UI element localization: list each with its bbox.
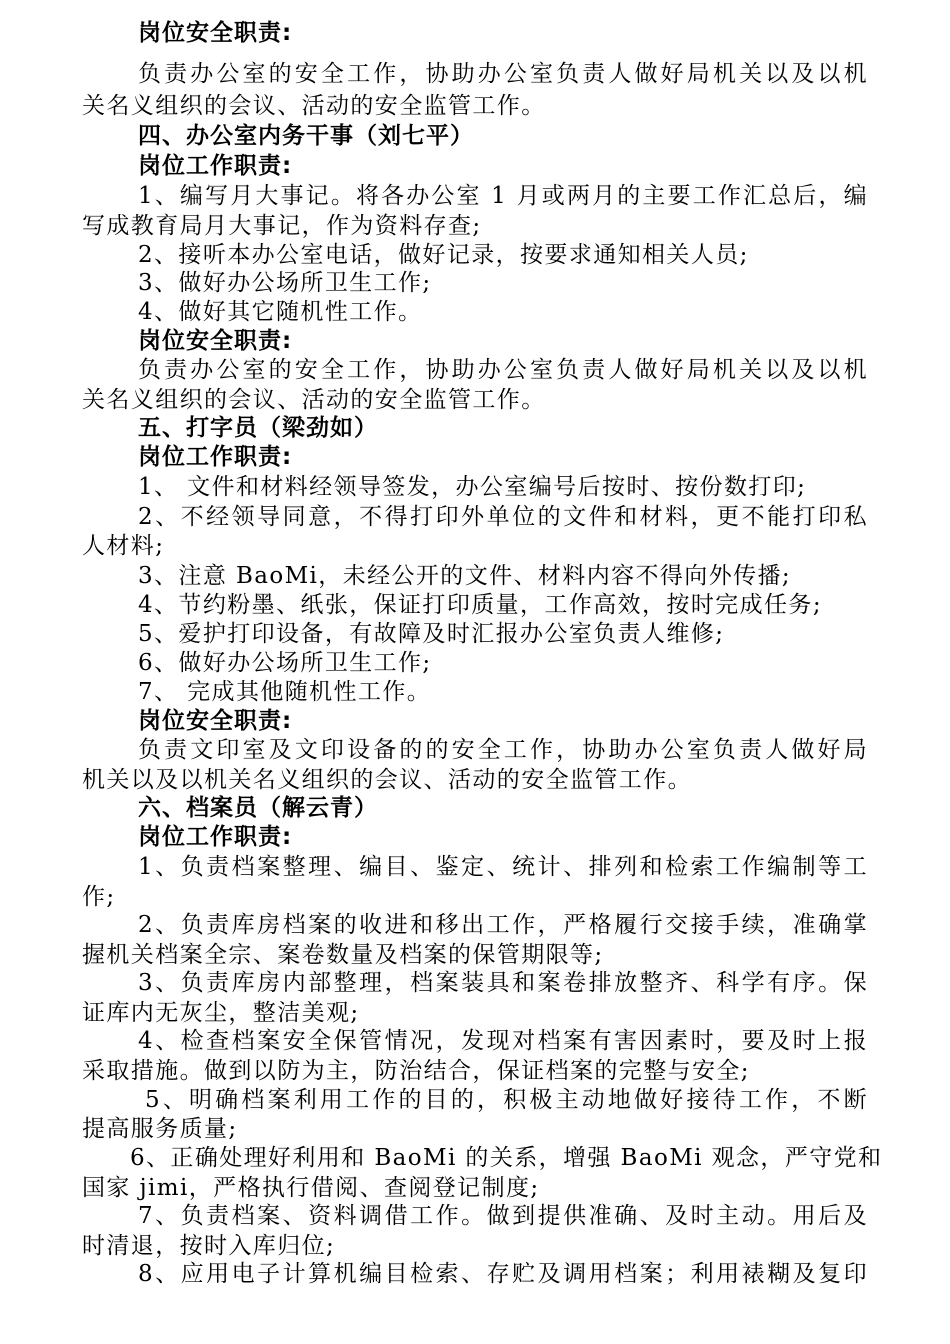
paragraph-line: 写成教育局月大事记，作为资料存查; [82,213,482,239]
paragraph-line: 7、负责档案、资料调借工作。做到提供准确、及时主动。用后及 [138,1203,868,1229]
paragraph-line: 机关以及以机关名义组织的会议、活动的安全监管工作。 [82,767,692,793]
section-heading: 岗位安全职责: [138,328,293,354]
paragraph-line: 6、做好办公场所卫生工作; [138,650,432,676]
paragraph-line: 时清退，按时入库归位; [82,1233,336,1259]
section-heading: 岗位工作职责: [138,444,293,470]
paragraph-line: 3、注意 BaoMi，未经公开的文件、材料内容不得向外传播; [138,563,792,589]
section-heading: 六、档案员（解云青） [138,795,378,821]
paragraph-line: 关名义组织的会议、活动的安全监管工作。 [82,387,546,413]
section-heading: 岗位工作职责: [138,824,293,850]
paragraph-line: 4、节约粉墨、纸张，保证打印质量，工作高效，按时完成任务; [138,592,822,618]
section-heading: 四、办公室内务干事（刘七平） [138,123,474,149]
paragraph-line: 1、负责档案整理、编目、鉴定、统计、排列和检索工作编制等工 [138,854,868,880]
paragraph-line: 6、正确处理好利用和 BaoMi 的关系，增强 BaoMi 观念，严守党和 [130,1145,883,1171]
paragraph-line: 负责文印室及文印设备的的安全工作，协助办公室负责人做好局 [138,737,868,763]
paragraph-line: 2、接听本办公室电话，做好记录，按要求通知相关人员; [138,242,749,268]
section-heading: 岗位工作职责: [138,153,293,179]
paragraph-line: 4、检查档案安全保管情况，发现对档案有害因素时，要及时上报 [138,1028,868,1054]
section-heading: 五、打字员（梁劲如） [138,415,378,441]
paragraph-line: 2、负责库房档案的收进和移出工作，严格履行交接手续，准确掌 [138,912,868,938]
paragraph-line: 1、 文件和材料经领导签发，办公室编号后按时、按份数打印; [138,474,807,500]
paragraph-line: 人材料; [82,533,165,559]
paragraph-line: 握机关档案全宗、案卷数量及档案的保管期限等; [82,942,604,968]
section-heading: 岗位安全职责: [138,20,293,46]
paragraph-line: 8、应用电子计算机编目检索、存贮及调用档案；利用裱糊及复印 [138,1261,868,1287]
paragraph-line: 负责办公室的安全工作，协助办公室负责人做好局机关以及以机 [138,357,868,383]
paragraph-line: 负责办公室的安全工作，协助办公室负责人做好局机关以及以机 [138,61,868,87]
paragraph-line: 作; [82,884,116,910]
paragraph-line: 提高服务质量; [82,1116,238,1142]
paragraph-line: 采取措施。做到以防为主，防治结合，保证档案的完整与安全; [82,1058,750,1084]
paragraph-line: 证库内无灰尘，整洁美观; [82,1000,360,1026]
paragraph-line: 1、编写月大事记。将各办公室 1 月或两月的主要工作汇总后，编 [138,183,868,209]
paragraph-line: 3、负责库房内部整理，档案装具和案卷排放整齐、科学有序。保 [138,970,868,996]
paragraph-line: 国家 jimi，严格执行借阅、查阅登记制度; [82,1175,540,1201]
paragraph-line: 5、明确档案利用工作的目的，积极主动地做好接待工作，不断 [145,1087,868,1113]
section-heading: 岗位安全职责: [138,708,293,734]
paragraph-line: 3、做好办公场所卫生工作; [138,270,432,296]
paragraph-line: 4、做好其它随机性工作。 [138,299,423,325]
paragraph-line: 5、爱护打印设备，有故障及时汇报办公室负责人维修; [138,621,725,647]
paragraph-line: 关名义组织的会议、活动的安全监管工作。 [82,93,546,119]
paragraph-line: 2、不经领导同意，不得打印外单位的文件和材料，更不能打印私 [138,504,868,530]
paragraph-line: 7、 完成其他随机性工作。 [138,679,432,705]
